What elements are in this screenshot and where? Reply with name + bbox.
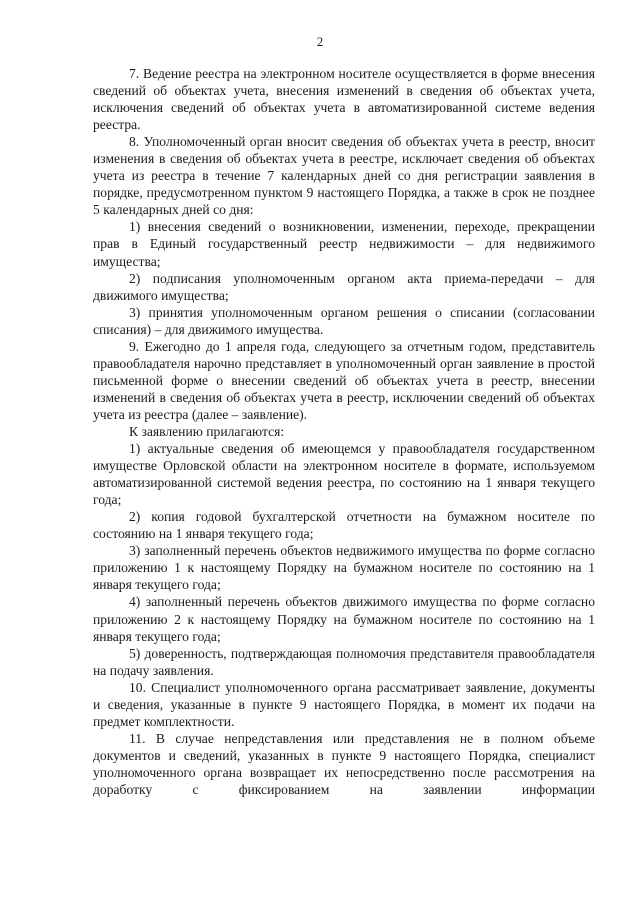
paragraph-8: 8. Уполномоченный орган вносит сведения об объектах учета в реестр, вносит изменения в сведения об объектах учета в реестре, исключает сведения об объектах учета из реестра в течение 7 календарных дней со дня регистрации заявления в порядке, предусмотренном пунктом 9 настоящего Порядка, а также в срок не позднее 5 календарных дней со дня:: [93, 134, 595, 218]
paragraph-8-item-3: 3) принятия уполномоченным органом решения о списании (согласовании списания) – для движимого имущества.: [93, 304, 595, 337]
page-number: 2: [316, 34, 324, 49]
paragraph-9: 9. Ежегодно до 1 апреля года, следующего за отчетным годом, представитель правообладателя нарочно представляет в уполномоченный орган заявление в простой письменной форме о внесении сведений об объектах учета в реестр, внесении изменений в сведения об объектах учета в реестр, исключении сведений об объектах учета из реестра (далее – заявление).: [93, 338, 595, 422]
attachment-item-4: 4) заполненный перечень объектов движимого имущества по форме согласно приложению 2 к настоящему Порядку на бумажном носителе по состоянию на 1 января текущего года;: [93, 594, 595, 644]
paragraph-10: 10. Специалист уполномоченного органа рассматривает заявление, документы и сведения, указанные в пункте 9 настоящего Порядка, в момент их подачи на предмет комплектности.: [93, 679, 595, 729]
attachments-heading: К заявлению прилагаются:: [129, 423, 285, 439]
attachment-item-1: 1) актуальные сведения об имеющемся у правообладателя государственном имуществе Орловской области на электронном носителе в формате, используемом автоматизированной системой ведения реестра, по состоянию на 1 января текущего года;: [93, 441, 595, 508]
attachment-item-5: 5) доверенность, подтверждающая полномочия представителя правообладателя на подачу заявления.: [93, 645, 595, 678]
paragraph-7: 7. Ведение реестра на электронном носителе осуществляется в форме внесения сведений об объектах учета, внесения изменений в сведения об объектах учета, исключения сведений об объектах учета в автоматизированной системе ведения реестра.: [93, 66, 595, 133]
paragraph-8-item-2: 2) подписания уполномоченным органом акта приема-передачи – для движимого имущества;: [93, 270, 595, 303]
attachment-item-3: 3) заполненный перечень объектов недвижимого имущества по форме согласно приложению 1 к настоящему Порядку на бумажном носителе по состоянию на 1 января текущего года;: [93, 543, 595, 593]
paragraph-11: 11. В случае непредставления или представления не в полном объеме документов и сведений, указанных в пункте 9 настоящего Порядка, специалист уполномоченного органа возвращает их непосредственно после рассмотрения на доработку с фиксированием на заявлении информации: [93, 730, 595, 797]
attachment-item-2: 2) копия годовой бухгалтерской отчетности на бумажном носителе по состоянию на 1 января текущего года;: [93, 509, 595, 542]
document-body: [93, 65, 595, 798]
paragraph-8-item-1: 1) внесения сведений о возникновении, изменении, переходе, прекращении прав в Единый государственный реестр недвижимости – для недвижимого имущества;: [93, 219, 595, 269]
